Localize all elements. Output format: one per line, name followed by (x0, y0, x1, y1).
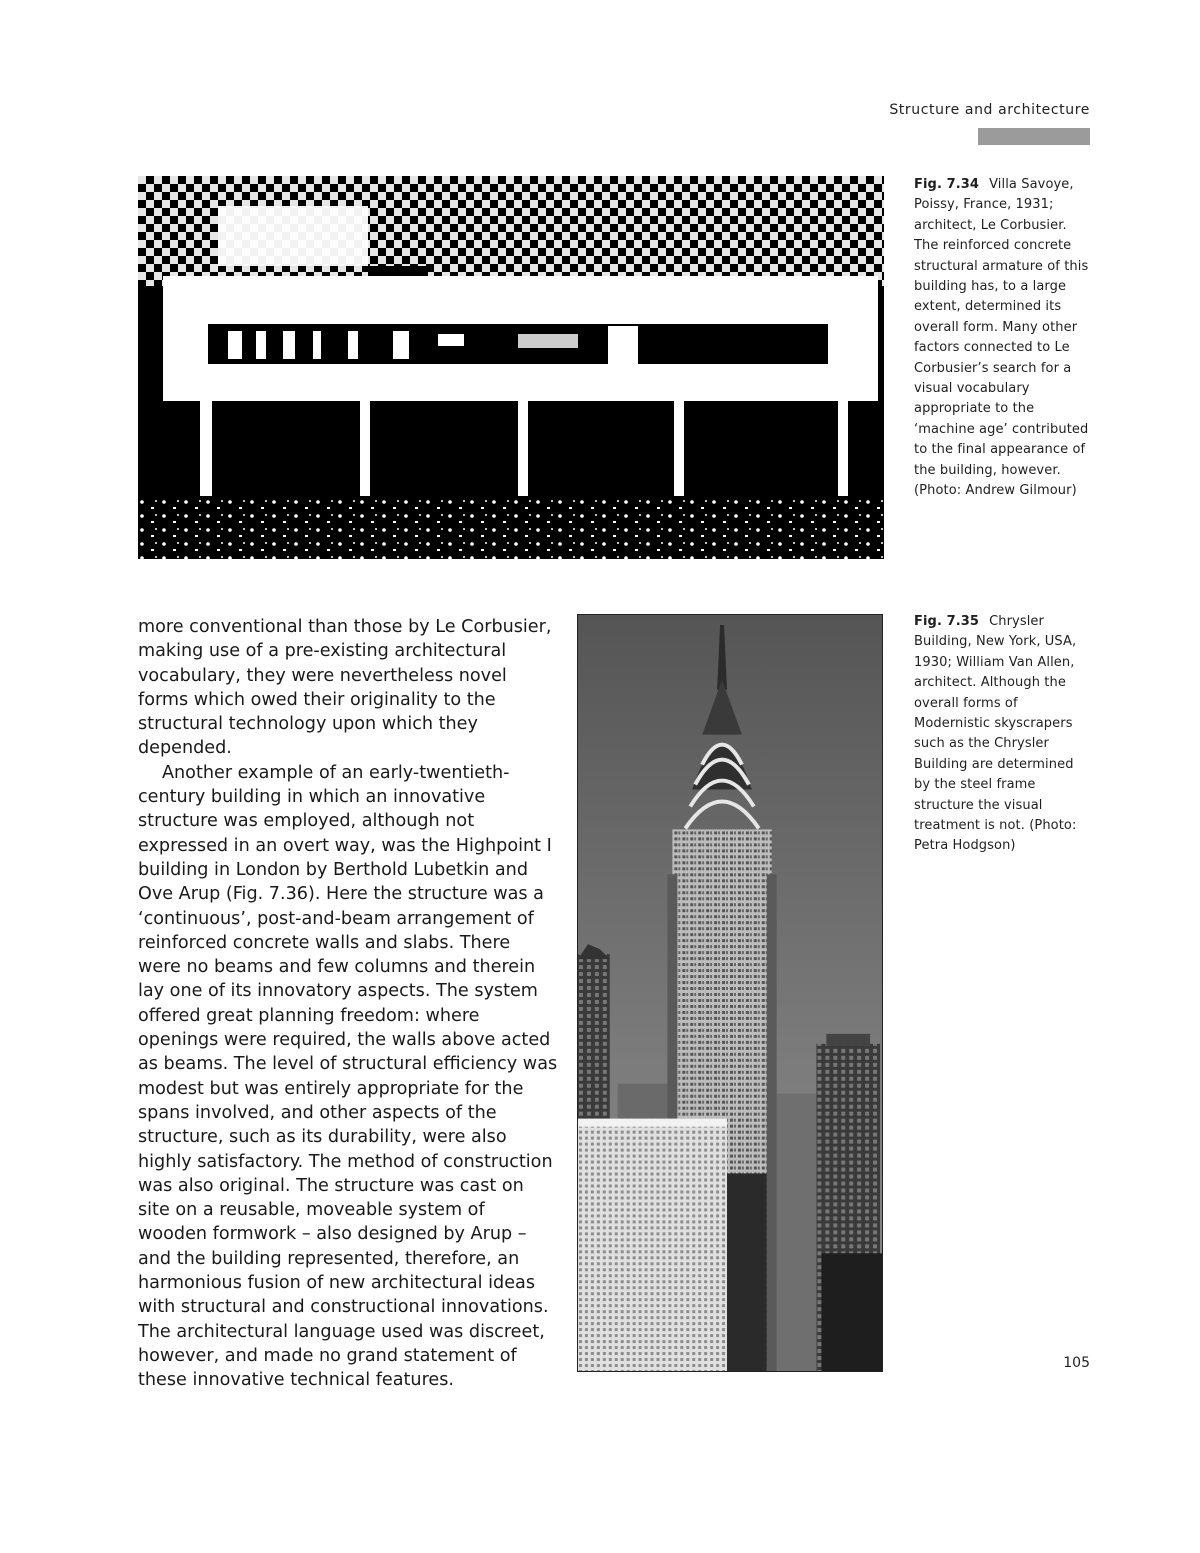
figure-7-34-caption (914, 175, 1090, 502)
figure-caption-text: Villa Savoye, Poissy, France, 1931; architect, Le Corbusier. The reinforced concrete structural armature of this building has, to a large extent, determined its overall form. Many other factors connected to Le Corbusier’s search for a visual vocabulary appropriate to the ‘machine age’ contributed to the final appearance of the building, however. (Photo: Andrew Gilmour) (914, 177, 1089, 499)
body-paragraph: Another example of an early-twentieth-century building in which an innovative structure was employed, although not expressed in an overt way, was the Highpoint I building in London by Berthold Lubetkin and Ove Arup (Fig. 7.36). Here the structure was a ‘continuous’, post-and-beam arrangement of reinforced concrete walls and slabs. There were no beams and few columns and therein lay one of its innovatory aspects. The system offered great planning freedom: where openings were required, the walls above acted as beams. The level of structural efficiency was modest but was entirely appropriate for the spans involved, and other aspects of the structure, such as its durability, were also highly satisfactory. The method of construction was also original. The structure was cast on site on a reusable, moveable system of wooden formwork – also designed by Arup – and the building represented, therefore, an harmonious fusion of new architectural ideas with structural and constructional innovations. The architectural language used was discreet, however, and made no grand statement of these innovative technical features. (138, 762, 558, 1391)
figure-label: Fig. 7.34 (914, 177, 980, 192)
running-head-bar (978, 128, 1090, 145)
figure-caption-text: Chrysler Building, New York, USA, 1930; William Van Allen, architect. Although the overall forms of Modernistic skyscrapers such as the Chrysler Building are determined by the steel frame structure the visual treatment is not. (Photo: Petra Hodgson) (914, 614, 1077, 854)
figure-label: Fig. 7.35 (914, 614, 980, 629)
villa-savoye-photo (138, 176, 884, 559)
figure-7-35-caption (914, 612, 1090, 857)
chrysler-building-photo (577, 614, 883, 1372)
body-text (138, 615, 558, 1393)
page-number: 105 (1063, 1355, 1090, 1371)
running-head: Structure and architecture (889, 102, 1090, 118)
body-paragraph: more conventional than those by Le Corbusier, making use of a pre-existing architectural vocabulary, they were nevertheless novel forms which owed their originality to the structural technology upon which they depended. (138, 617, 552, 759)
